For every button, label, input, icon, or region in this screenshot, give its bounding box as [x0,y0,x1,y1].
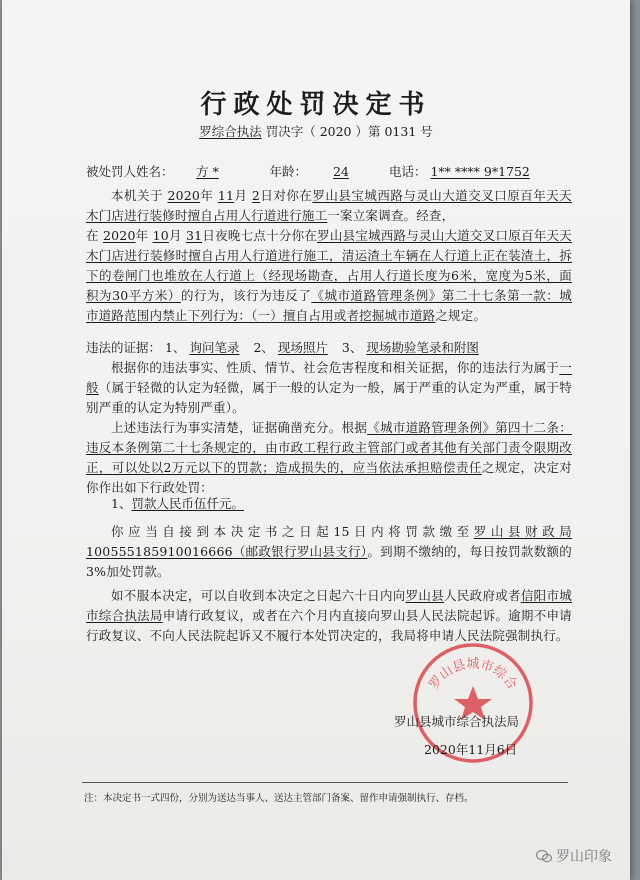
document-page [2,0,630,880]
p5-text-a: 你应当自接到本决定书之日起15日内将罚款缴至 [111,524,474,539]
paragraph-legal-basis [86,418,572,498]
p1-month: 11 [217,188,235,203]
p2-month: 10 [152,228,169,243]
doc-agency: 罗综合执法 [199,124,262,139]
evidence-item-3: 现场勘验笔录和附图 [366,340,479,355]
wechat-icon [536,849,552,863]
paragraph-facts [86,226,572,326]
phone-label: 电话： [388,164,427,179]
name-label: 被处罚人姓名： [86,164,174,179]
evidence-item-2: 现场照片 [277,340,328,355]
doc-year: 2020 [319,124,352,139]
p3-text-b: （属于轻微的认定为轻微，属于一般的认定为一般，属于严重的认定为严重，属于特别严重的认定为特别严重）。 [86,380,572,415]
p2-day: 31 [185,228,203,243]
p6-dept: 信阳市城市综合执法局 [86,588,572,623]
p2-text-f: 之规定。 [435,308,487,323]
p2-facts: 罗山县宝城西路与灵山大道交叉口原百年天天木门店进行装修时擅自占用人行道进行施工，清运渣土车辆在人行道上正在装渣土，拆下的卷闸门也堆放在人行道上（经现场勘查，占用人行道长度为6米，宽度为5米，面积为30平方米） [86,228,572,303]
p2-text-e: 的行为，该行为违反了 [180,288,312,303]
p2-law: 《城市道路管理条例》第二十七条第一款：城市道路范围内禁止下列行为：（一）擅自占用或者挖掘城市道路 [86,288,572,323]
evidence-line [86,338,572,358]
footer-divider [82,782,568,783]
p5-bank: 罗山县财政局100555185910016666（邮政银行罗山县支行） [86,524,572,559]
p6-gov: 罗山县 [405,588,445,603]
doc-suffix: 号 [420,124,433,139]
p1-text-b: 年 [200,188,214,203]
p1-text-d: 日对你在 [260,188,313,203]
paragraph-filing [86,186,572,226]
evidence-item-1: 询问笔录 [189,340,240,355]
p2-text-b: 年 [135,228,149,243]
party-name: 方 * [196,164,219,179]
p1-text-a: 本机关于 [111,188,163,203]
paragraph-payment [86,522,572,582]
p1-place: 罗山县宝城西路与灵山大道交叉口原百年天天木门店进行装修时擅自占用人行道进行施工 [86,188,572,223]
p3-text-a: 根据你的违法事实、性质、情节、社会危害程度和相关证据，你的违法行为属于 [111,360,560,375]
evidence-num-2: 2、 [253,340,274,355]
doc-prefix: 罚决字（ [265,124,316,139]
document-title: 行政处罚决定书 [200,90,432,120]
evidence-num-1: 1、 [165,340,186,355]
issuing-organization: 罗山县城市综合执法局 [394,714,520,729]
party-phone: 1** **** 9*1752 [430,164,530,179]
document-number [2,122,630,140]
p2-text-d: 日夜晚七点十分你在 [202,228,318,243]
paragraph-severity [86,358,572,418]
p6-text-a: 如不服本决定，可以自收到本决定之日起六十日内向 [111,588,406,603]
evidence-num-3: 3、 [341,340,363,355]
p4-basis: 《城市道路管理条例》第四十二条：违反本条例第二十七条规定的，由市政工程行政主管部门或者其他有关部门责令限期改正，可以处以2万元以下的罚款；造成损失的，应当依法承担赔偿责任 [86,420,572,475]
age-label: 年龄： [269,164,307,179]
penalty-num: 1、 [111,496,132,511]
penalty-line [86,494,572,514]
issue-date: 2020年11月6日 [424,742,518,757]
p5-text-b: 。到期不缴纳的，每日按罚款数额的3%加处罚款。 [86,544,573,579]
p6-text-b: 人民政府或者 [444,588,521,603]
doc-number-value: 0131 [384,124,417,139]
evidence-label: 违法的证据： [86,340,162,355]
watermark [536,846,612,866]
paragraph-appeal [86,586,572,646]
p2-year: 2020 [102,228,136,243]
party-info-line [86,162,572,182]
p4-text-b: 之规定，决定对你作出如下行政处罚： [86,460,573,495]
footer-note: 注：本决定书一式四份，分别为送达当事人、送达主管部门备案、留作申请强制执行、存档。 [84,793,474,804]
penalty-item: 罚款人民币伍仟元。 [131,496,244,511]
p1-day: 2 [251,188,261,203]
doc-mid: ）第 [355,124,381,139]
seal-text: 罗山县城市综合 [426,657,520,693]
p2-text-c: 月 [168,228,182,243]
p1-text-e: 一案立案调查。经查， [327,208,455,223]
watermark-text: 罗山印象 [556,849,612,865]
p1-text-c: 月 [234,188,248,203]
p1-year: 2020 [167,188,201,203]
p6-text-c: 申请行政复议，或者在六个月内直接向罗山县人民法院起诉。逾期不申请行政复议、不向人民法院起诉又不履行本处罚决定的，我局将申请人民法院强制执行。 [86,608,573,643]
party-age: 24 [333,164,349,179]
p4-text-a: 上述违法行为事实清楚，证据确凿充分。根据 [111,420,368,435]
p3-level: 一般 [86,360,572,395]
p2-text-a: 在 [86,228,99,243]
